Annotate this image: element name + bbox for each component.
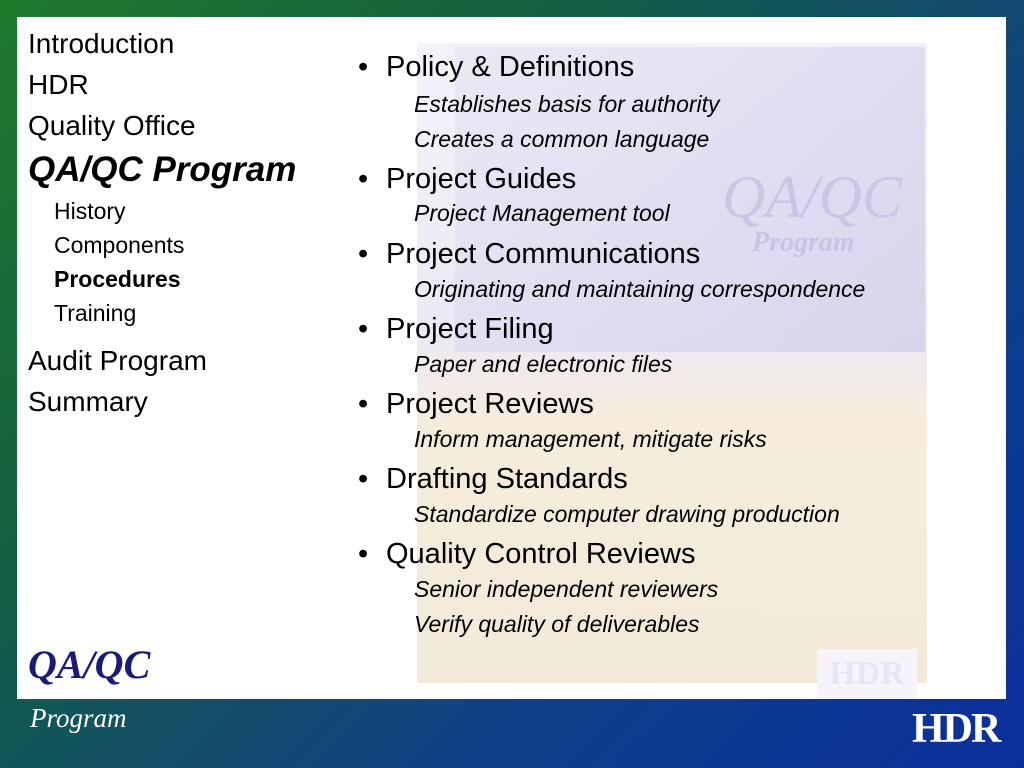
background-hdr-stamp: HDR <box>817 649 917 699</box>
background-cover-subtitle: Program <box>752 227 855 258</box>
bullet-title: Project Reviews <box>386 388 594 420</box>
bullet-detail: Paper and electronic files <box>414 351 673 377</box>
bullet-title: Project Filing <box>386 313 554 345</box>
list-item <box>358 537 719 637</box>
bullet-detail: Senior independent reviewers <box>414 576 719 602</box>
program-logo-title: QA/QC <box>28 642 151 687</box>
bullet-detail: Inform management, mitigate risks <box>414 426 767 452</box>
bullet-detail: Project Management tool <box>414 200 670 226</box>
list-item <box>358 162 670 226</box>
bullet-detail: Verify quality of deliverables <box>414 611 700 637</box>
bullet-icon: • <box>358 463 369 495</box>
background-cover-title: QA/QC <box>722 164 902 230</box>
nav-item-quality-office: Quality Office <box>28 110 196 141</box>
nav-subitem-history: History <box>54 198 126 224</box>
bullet-icon: • <box>358 313 369 345</box>
bullet-title: Drafting Standards <box>386 463 628 495</box>
bullet-icon: • <box>358 238 369 270</box>
nav-item-hdr: HDR <box>28 69 89 100</box>
bullet-title: Quality Control Reviews <box>386 538 696 570</box>
bullet-title: Project Communications <box>386 238 701 270</box>
bullet-icon: • <box>358 51 369 83</box>
bullet-title: Policy & Definitions <box>386 51 635 83</box>
list-item <box>358 312 673 377</box>
nav-item-introduction: Introduction <box>28 28 175 59</box>
bullet-icon: • <box>358 538 369 570</box>
nav-subitem-procedures: Procedures <box>54 266 181 292</box>
bullet-detail: Standardize computer drawing production <box>414 501 840 527</box>
nav-subitem-components: Components <box>54 232 185 258</box>
program-logo-subtitle: Program <box>30 703 127 733</box>
list-item <box>358 387 767 452</box>
bullet-title: Project Guides <box>386 163 577 195</box>
nav-item-summary: Summary <box>28 386 148 417</box>
nav-subitem-training: Training <box>54 300 137 326</box>
bullet-icon: • <box>358 163 369 195</box>
list-item <box>358 50 720 152</box>
nav-item-qaqc-program: QA/QC Program <box>28 150 297 189</box>
hdr-logo: HDR <box>912 706 1000 752</box>
list-item <box>358 462 840 527</box>
bullet-detail: Establishes basis for authority <box>414 91 720 117</box>
bullet-detail: Creates a common language <box>414 126 710 152</box>
bullet-detail: Originating and maintaining correspondence <box>414 276 866 302</box>
nav-item-audit-program: Audit Program <box>28 345 207 376</box>
bullet-icon: • <box>358 388 369 420</box>
